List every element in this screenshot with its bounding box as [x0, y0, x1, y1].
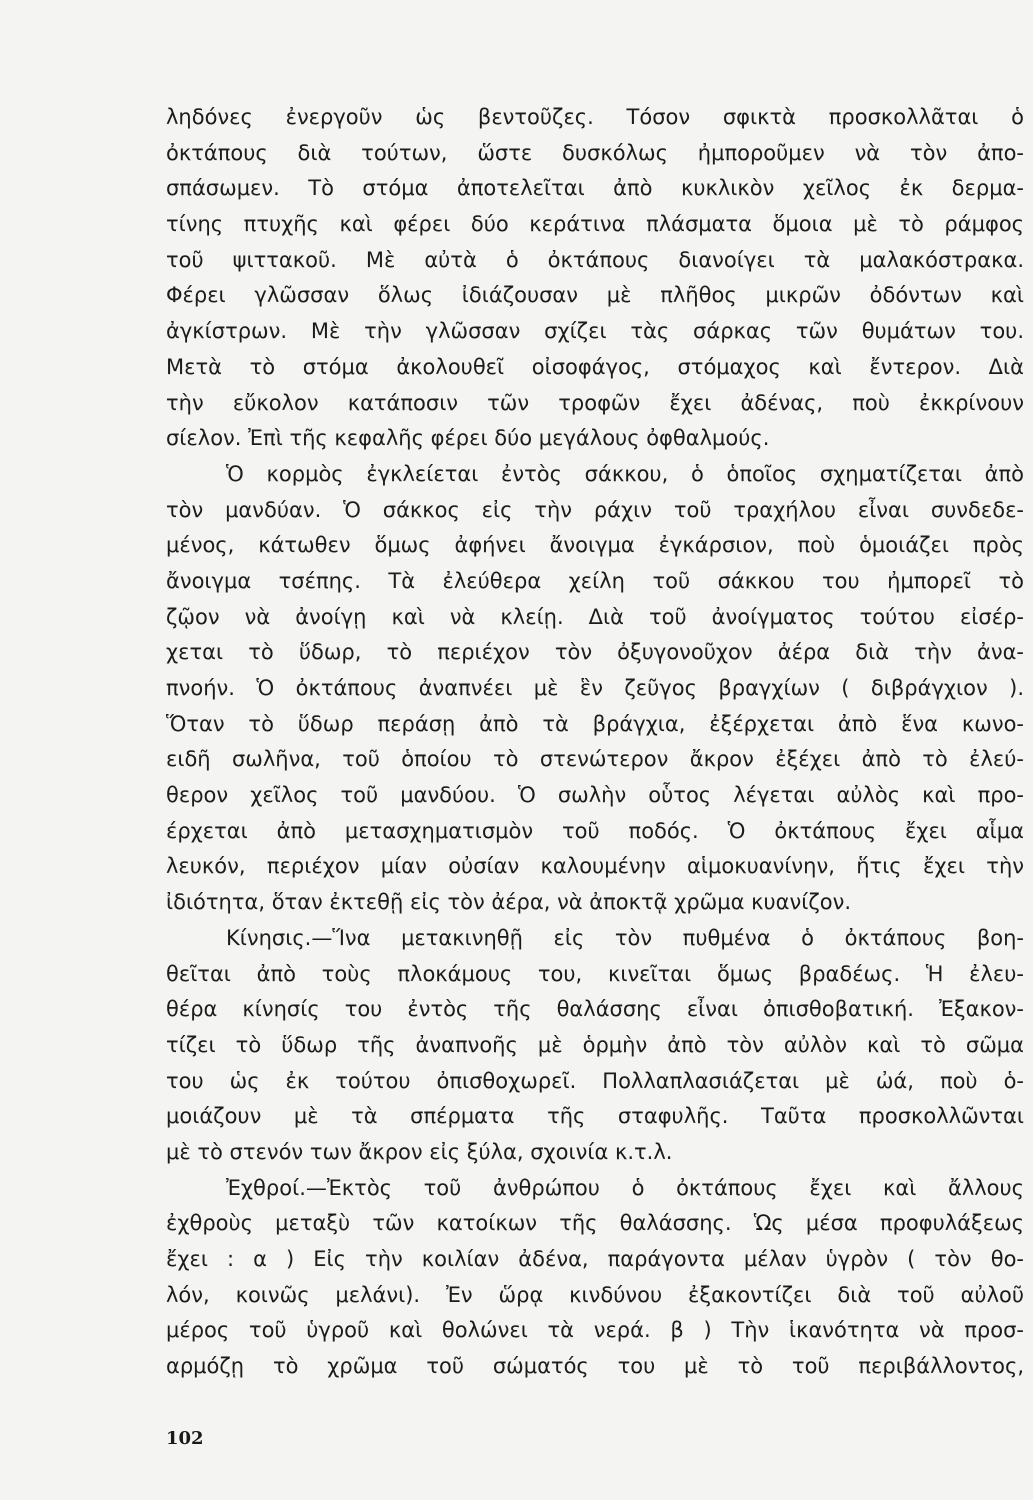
text-line: έρχεται ἀπὸ μετασχηματισμὸν τοῦ ποδός. Ὁ ὀκτάπους ἔχει αἷμα	[166, 818, 1024, 843]
text-line: αρμόζῃ τὸ χρῶμα τοῦ σώματός του μὲ τὸ τοῦ περιβάλλοντος,	[166, 1354, 1024, 1379]
section-heading-line-echthroi: Ἐχθροί.—Ἐκτὸς τοῦ ἀνθρώπου ὁ ὀκτάπους ἔχει καὶ ἄλλους	[226, 1175, 1024, 1200]
text-line: Φέρει γλῶσσαν ὅλως ἰδιάζουσαν μὲ πλῆθος μικρῶν ὀδόντων καὶ	[166, 283, 1024, 308]
text-line: μὲ τὸ στενόν των ἄκρον εἰς ξύλα, σχοινία κ.τ.λ.	[166, 1139, 673, 1164]
text-line: τίζει τὸ ὕδωρ τῆς ἀναπνοῆς μὲ ὁρμὴν ἀπὸ τὸν αὐλὸν καὶ τὸ σῶμα	[166, 1032, 1024, 1057]
paragraph-start-line: Ὁ κορμὸς ἐγκλείεται ἐντὸς σάκκου, ὁ ὁποῖος σχηματίζεται ἀπὸ	[226, 461, 1024, 486]
text-line: θεῖται ἀπὸ τοὺς πλοκάμους του, κινεῖται ὅμως βραδέως. Ἡ ἐλευ-	[166, 961, 1024, 986]
text-line: τὸν μανδύαν. Ὁ σάκκος εἰς τὴν ράχιν τοῦ τραχήλου εἶναι συνδεδε-	[166, 497, 1024, 522]
text-line: τοῦ ψιττακοῦ. Μὲ αὐτὰ ὁ ὀκτάπους διανοίγει τὰ μαλακόστρακα.	[166, 247, 1024, 272]
text-line: ληδόνες ἐνεργοῦν ὡς βεντοῦζες. Τόσον σφικτὰ προσκολλᾶται ὁ	[166, 105, 1024, 129]
text-line: θέρα κίνησίς του ἐντὸς τῆς θαλάσσης εἶναι ὀπισθοβατική. Ἐξακον-	[166, 997, 1024, 1022]
text-line: ὀκτάπους διὰ τούτων, ὥστε δυσκόλως ἠμποροῦμεν νὰ τὸν ἀπο-	[166, 140, 1024, 165]
text-line: χεται τὸ ὕδωρ, τὸ περιέχον τὸν ὀξυγονοῦχον ἀέρα διὰ τὴν ἀνα-	[166, 640, 1024, 665]
text-line: τὴν εὔκολον κατάποσιν τῶν τροφῶν ἔχει ἀδένας, ποὺ ἐκκρίνουν	[166, 390, 1024, 415]
page-number: 102	[166, 1428, 204, 1449]
text-line: λευκόν, περιέχον μίαν οὐσίαν καλουμένην αἱμοκυανίνην, ἥτις ἔχει τὴν	[166, 854, 1024, 879]
text-line: σπάσωμεν. Τὸ στόμα ἀποτελεῖται ἀπὸ κυκλικὸν χεῖλος ἐκ δερμα-	[166, 176, 1024, 201]
text-line: ἄνοιγμα τσέπης. Τὰ ἐλεύθερα χείλη τοῦ σάκκου του ἠμπορεῖ τὸ	[166, 568, 1024, 593]
text-line: λόν, κοινῶς μελάνι). Ἐν ὥρᾳ κινδύνου ἐξακοντίζει διὰ τοῦ αὐλοῦ	[166, 1282, 1024, 1307]
text-line: ζῷον νὰ ἀνοίγῃ καὶ νὰ κλείῃ. Διὰ τοῦ ἀνοίγματος τούτου εἰσέρ-	[166, 604, 1024, 629]
text-line: μέρος τοῦ ὑγροῦ καὶ θολώνει τὰ νερά. β ) Τὴν ἱκανότητα νὰ προσ-	[166, 1318, 1024, 1343]
body-text	[166, 100, 1024, 1385]
text-line: του ὡς ἐκ τούτου ὀπισθοχωρεῖ. Πολλαπλασιάζεται μὲ ὠά, ποὺ ὁ-	[166, 1068, 1024, 1093]
text-line: σίελον. Ἐπὶ τῆς κεφαλῆς φέρει δύο μεγάλους ὀφθαλμούς.	[166, 426, 770, 451]
text-line: ἔχει : α ) Εἰς τὴν κοιλίαν ἀδένα, παράγοντα μέλαν ὑγρὸν ( τὸν θο-	[166, 1247, 1024, 1271]
text-line: ειδῆ σωλῆνα, τοῦ ὁποίου τὸ στενώτερον ἄκρον ἐξέχει ἀπὸ τὸ ἐλεύ-	[166, 747, 1024, 772]
text-line: τίνης πτυχῆς καὶ φέρει δύο κεράτινα πλάσματα ὅμοια μὲ τὸ ράμφος	[166, 212, 1024, 237]
text-line: θερον χεῖλος τοῦ μανδύου. Ὁ σωλὴν οὗτος λέγεται αὐλὸς καὶ προ-	[166, 783, 1024, 808]
text-line: ἐχθροὺς μεταξὺ τῶν κατοίκων τῆς θαλάσσης. Ὡς μέσα προφυλάξεως	[166, 1211, 1024, 1236]
text-line: μένος, κάτωθεν ὅμως ἀφήνει ἄνοιγμα ἐγκάρσιον, ποὺ ὁμοιάζει πρὸς	[166, 533, 1024, 558]
text-line: ἀγκίστρων. Μὲ τὴν γλῶσσαν σχίζει τὰς σάρκας τῶν θυμάτων του.	[166, 319, 1024, 344]
text-line: ἰδιότητα, ὅταν ἐκτεθῇ εἰς τὸν ἀέρα, νὰ ἀποκτᾷ χρῶμα κυανίζον.	[166, 890, 851, 915]
text-line: Μετὰ τὸ στόμα ἀκολουθεῖ οἰσοφάγος, στόμαχος καὶ ἔντερον. Διὰ	[166, 354, 1024, 379]
text-line: μοιάζουν μὲ τὰ σπέρματα τῆς σταφυλῆς. Ταῦτα προσκολλῶνται	[166, 1104, 1024, 1129]
text-line: πνοήν. Ὁ ὀκτάπους ἀναπνέει μὲ ἓν ζεῦγος βραγχίων ( διβράγχιον ).	[166, 676, 1024, 700]
section-heading-line-kinisis: Κίνησις.—Ἵνα μετακινηθῇ εἰς τὸν πυθμένα ὁ ὀκτάπους βοη-	[226, 925, 1024, 950]
text-line: Ὅταν τὸ ὕδωρ περάσῃ ἀπὸ τὰ βράγχια, ἐξέρχεται ἀπὸ ἕνα κωνο-	[166, 711, 1024, 736]
